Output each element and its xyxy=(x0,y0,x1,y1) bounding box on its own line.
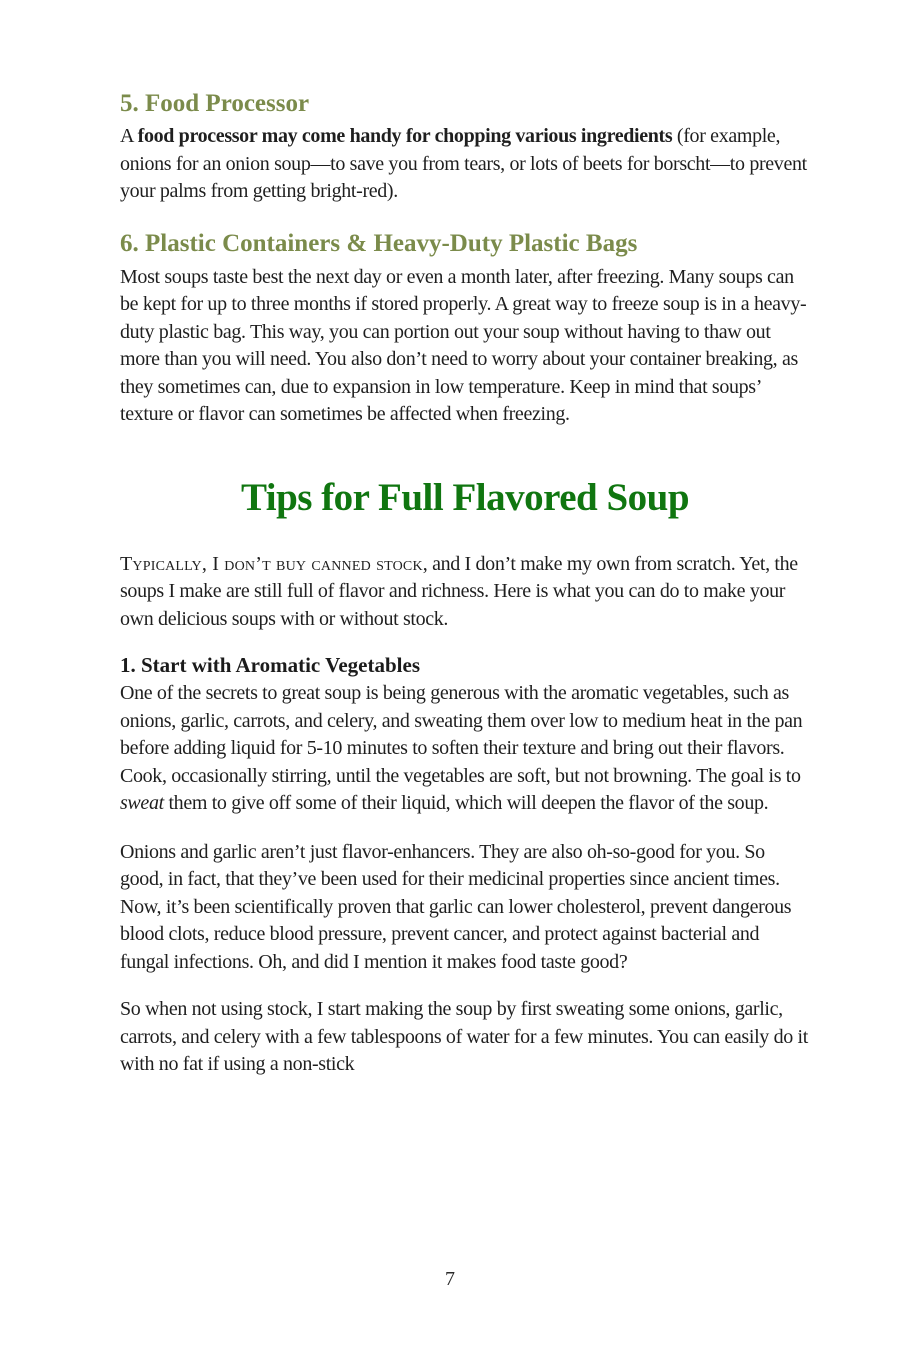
page-number: 7 xyxy=(445,1268,455,1290)
page-content xyxy=(120,0,810,1079)
text-run-bold: food processor may come handy for chopping various ingredients xyxy=(137,125,673,147)
section-heading-aromatic-vegetables: 1. Start with Aromatic Vegetables xyxy=(120,653,420,677)
paragraph-chapter-intro xyxy=(120,551,810,634)
paragraph-aromatic-vegetables-2: Onions and garlic aren’t just flavor-enhancers. They are also oh-so-good for you. So good, in fact, that they’ve been used for their medicinal properties since ancient times. Now, it’s been scientifically proven that garlic can lower cholesterol, prevent dangerous blood clots, reduce blood pressure, prevent cancer, and protect against bacterial and fungal infections. Oh, and did I mention it makes food taste good? xyxy=(120,840,792,973)
text-run-italic: sweat xyxy=(120,792,164,814)
text-run: A xyxy=(120,125,138,147)
text-run: (for example, onions for an onion soup—to save you from tears, or lots of beets for borscht—to prevent your palms from getting bright-red). xyxy=(120,125,807,202)
section-heading-food-processor: 5. Food Processor xyxy=(120,90,310,117)
text-run: One of the secrets to great soup is being generous with the aromatic vegetables, such as onions, garlic, carrots, and celery, and sweating them over low to medium heat in the pan before adding liquid for 5-10 minutes to soften their texture and bring out their flavors. Cook, occasionally stirring, until the vegetables are soft, but not browning. The goal is to xyxy=(120,682,803,787)
paragraph-aromatic-vegetables-1 xyxy=(120,680,810,818)
section-heading-plastic-containers: 6. Plastic Containers & Heavy-Duty Plastic Bags xyxy=(120,229,638,257)
paragraph-plastic-containers: Most soups taste best the next day or even a month later, after freezing. Many soups can be kept for up to three months if stored properly. A great way to freeze soup is in a heavy-duty plastic bag. This way, you can portion out your soup without having to thaw out more than you will need. You also don’t need to worry about your container breaking, as they sometimes can, due to expansion in low temperature. Keep in mind that soups’ texture or flavor can sometimes be affected when freezing. xyxy=(120,265,807,425)
paragraph-aromatic-vegetables-3: So when not using stock, I start making the soup by first sweating some onions, garlic, carrots, and celery with a few tablespoons of water for a few minutes. You can easily do it with no fat if using a non-stick xyxy=(120,998,808,1075)
paragraph-food-processor xyxy=(120,123,810,206)
text-run-smallcaps: Typically, I don’t buy canned stock xyxy=(120,552,423,575)
chapter-title: Tips for Full Flavored Soup xyxy=(240,475,690,519)
text-run: them to give off some of their liquid, which will deepen the flavor of the soup. xyxy=(163,792,769,814)
text-run: , and I don’t make my own from scratch. Yet, the soups I make are still full of flavor and richness. Here is what you can do to make your own delicious soups with or without stock. xyxy=(120,552,798,630)
